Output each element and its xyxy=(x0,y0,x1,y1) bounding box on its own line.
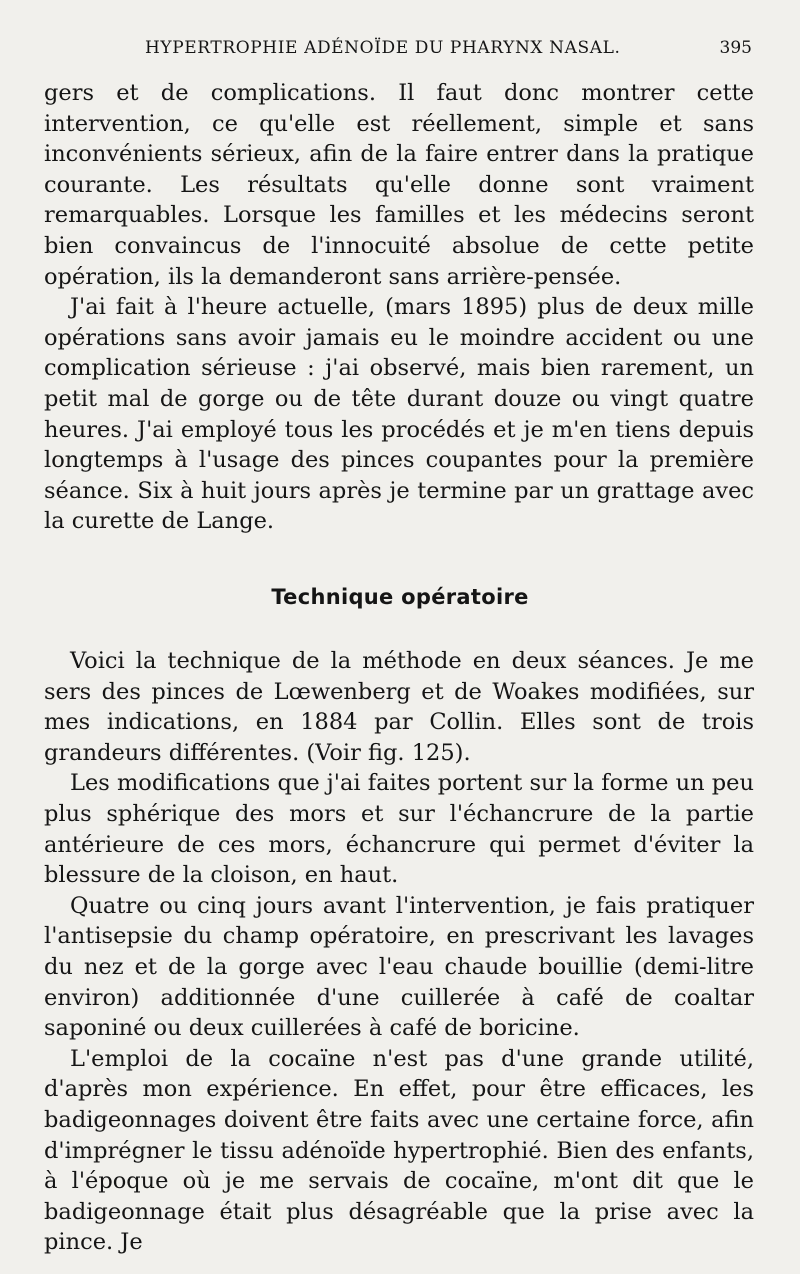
paragraph: L'emploi de la cocaïne n'est pas d'une grande utilité, d'après mon expérience. En effet, pour être efficaces, les badigeonnages doivent être faits avec une certaine force, afin d'imprégner le tissu adénoïde hypertrophié. Bien des enfants, à l'époque où je me servais de cocaïne, m'ont dit que le badigeonnage était plus désagréable que la prise avec la pince. Je xyxy=(44,1045,754,1256)
paragraph: Voici la technique de la méthode en deux séances. Je me sers des pinces de Lœwenberg et de Woakes modifiées, sur mes indications, en 1884 par Collin. Elles sont de trois grandeurs différentes. (Voir fig. 125). xyxy=(44,648,754,766)
paragraph: Quatre ou cinq jours avant l'intervention, je fais pratiquer l'antisepsie du champ opératoire, en prescrivant les lavages du nez et de la gorge avec l'eau chaude bouillie (demi-litre environ) additionnée d'une cuillerée à café de coaltar saponiné ou deux cuillerées à café de boricine. xyxy=(44,892,754,1042)
body-text-before-heading xyxy=(44,78,754,537)
paragraph: J'ai fait à l'heure actuelle, (mars 1895) plus de deux mille opérations sans avoir jamais eu le moindre accident ou une complication sérieuse : j'ai observé, mais bien rarement, un petit mal de gorge ou de tête durant douze ou vingt quatre heures. J'ai employé tous les procédés et je m'en tiens depuis longtemps à l'usage des pinces coupantes pour la première séance. Six à huit jours après je termine par un grattage avec la curette de Lange. xyxy=(44,294,754,535)
page-number: 395 xyxy=(719,38,752,58)
running-title: HYPERTROPHIE ADÉNOÏDE DU PHARYNX NASAL. xyxy=(145,38,621,58)
paragraph: Les modifications que j'ai faites portent sur la forme un peu plus sphérique des mors et sur l'échancrure de la partie antérieure de ces mors, échancrure qui permet d'éviter la blessure de la cloison, en haut. xyxy=(44,770,754,889)
running-header xyxy=(0,38,800,68)
paragraph-continued: gers et de complications. Il faut donc montrer cette intervention, ce qu'elle est réellement, simple et sans inconvénients sérieux, afin de la faire entrer dans la pratique courante. Les résultats qu'elle donne sont vraiment remarquables. Lorsque les familles et les médecins seront bien convaincus de l'innocuité absolue de cette petite opération, ils la demanderont sans arrière-pensée. xyxy=(44,80,754,290)
body-text-after-heading xyxy=(44,646,754,1258)
section-heading: Technique opératoire xyxy=(271,585,529,609)
